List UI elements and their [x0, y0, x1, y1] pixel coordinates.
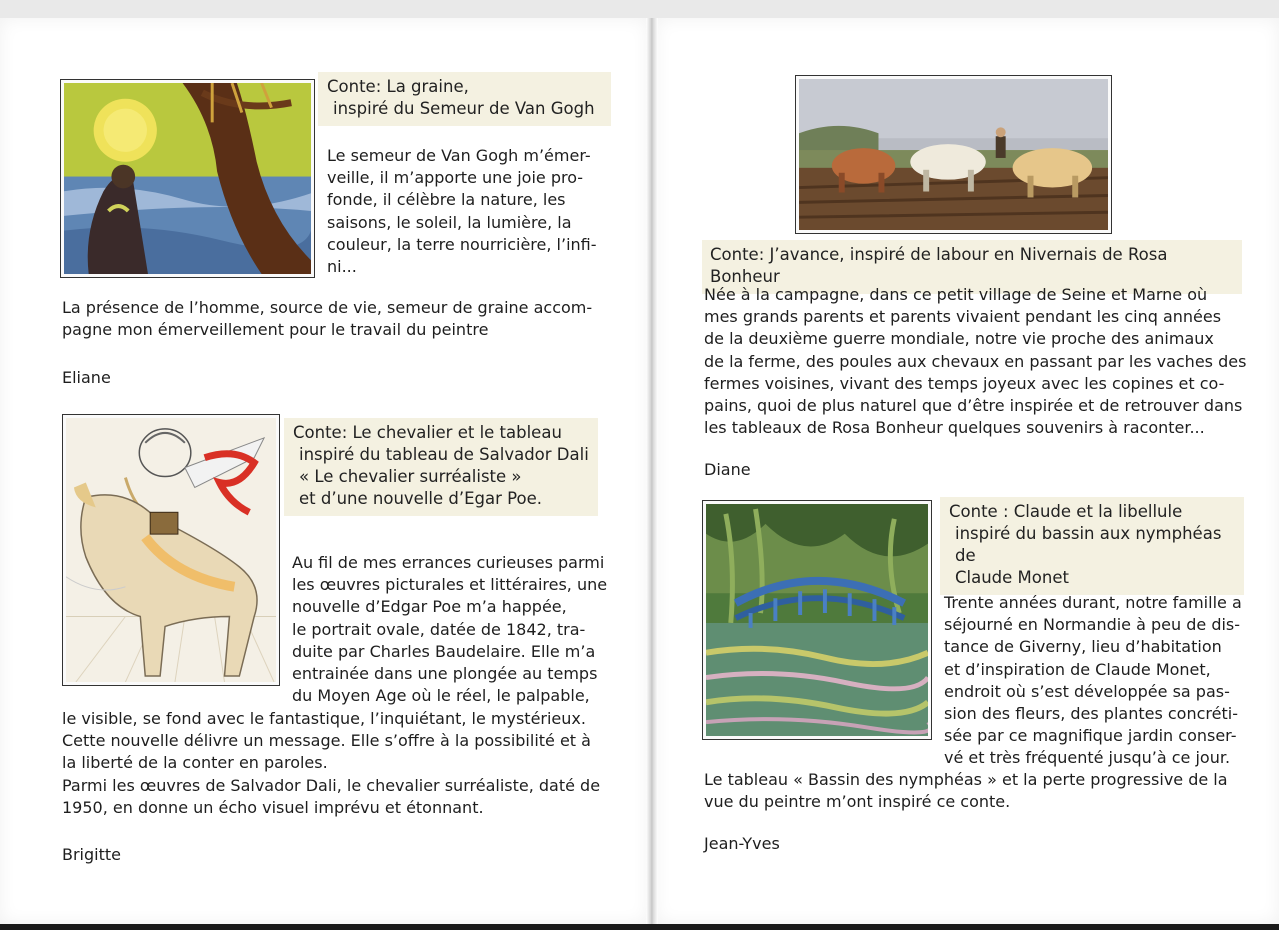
story1-title-line2: inspiré du Semeur de Van Gogh	[333, 99, 595, 118]
story3-line: fermes voisines, vivant des temps joyeux avec les copines et co-	[704, 373, 1225, 393]
book-spine	[646, 18, 658, 924]
story1-title-line1: Conte: La graine,	[327, 77, 469, 96]
story2-full-line: 1950, en donne un écho visuel imprévu et étonnant.	[62, 797, 484, 817]
story3-line: mes grands parents et parents vivaient pendant les cinq années	[704, 307, 1222, 327]
story2-title-line4: et d’une nouvelle d’Egar Poe.	[299, 489, 542, 508]
story4-line: sion des fleurs, des plantes concréti-	[944, 704, 1238, 724]
story4-full-line: Le tableau « Bassin des nymphéas » et la perte progressive de la	[704, 770, 1228, 789]
story4-title-line1: Conte : Claude et la libellule	[949, 502, 1183, 521]
story3-title: Conte: J’avance, inspiré de labour en Nivernais de Rosa Bonheur	[702, 240, 1242, 294]
water-lily-painting-icon	[706, 504, 928, 736]
rosa-bonheur-ploughing-painting	[795, 75, 1112, 234]
story2-line: duite par Charles Baudelaire. Elle m’a	[292, 641, 596, 661]
story4-title-line3: Claude Monet	[955, 568, 1069, 587]
story4-intro	[944, 592, 1244, 770]
story4-line: et d’inspiration de Claude Monet,	[944, 659, 1211, 679]
story1-line: veille, il m’apporte une joie pro-	[327, 168, 584, 188]
story4-title	[940, 497, 1244, 595]
van-gogh-sower-painting	[60, 79, 315, 278]
story4-line: Trente années durant, notre famille a	[944, 593, 1242, 612]
story1-line: saisons, le soleil, la lumière, la	[327, 212, 572, 232]
story1-title	[318, 72, 611, 126]
story2-line: nouvelle d’Edgar Poe m’a happée,	[292, 597, 567, 617]
story2-line: du Moyen Age où le réel, le palpable,	[292, 686, 590, 706]
story2-line: Au fil de mes errances curieuses parmi	[292, 553, 605, 572]
story3-line: les tableaux de Rosa Bonheur quelques souvenirs à raconter...	[704, 418, 1205, 438]
story2-intro	[292, 552, 612, 707]
story1-intro	[327, 145, 617, 278]
story1-line: ni...	[327, 257, 357, 277]
story4-line: endroit où s’est développée sa pas-	[944, 681, 1230, 701]
story2-line: entrainée dans une plongée au temps	[292, 664, 598, 684]
story2-title-line3: « Le chevalier surréaliste »	[299, 467, 522, 486]
story2-title-line1: Conte: Le chevalier et le tableau	[293, 423, 562, 442]
story3-line: de la deuxième guerre mondiale, notre vie proche des animaux	[704, 329, 1214, 349]
story2-title	[284, 418, 598, 516]
story1-line: couleur, la terre nourricière, l’infi-	[327, 234, 597, 254]
story3-body	[704, 284, 1254, 439]
ploughing-painting-icon	[799, 79, 1108, 230]
story4-line: tance de Giverny, lieu d’habitation	[944, 637, 1222, 657]
story4-body	[704, 769, 1254, 813]
story4-full-line: vue du peintre m’ont inspiré ce conte.	[704, 792, 1011, 812]
story2-full-line: le visible, se fond avec le fantastique, l’inquiétant, le mystérieux.	[62, 709, 586, 728]
story3-line: de la ferme, des poules aux chevaux en passant par les vaches des	[704, 351, 1247, 371]
sower-painting-icon	[64, 83, 311, 274]
knight-painting-icon	[66, 418, 276, 682]
scan-edge	[0, 924, 1279, 930]
story4-title-line2: inspiré du bassin aux nymphéas de	[955, 524, 1222, 565]
story1-full-line: La présence de l’homme, source de vie, semeur de graine accom-	[62, 298, 593, 317]
monet-water-lily-pond-painting	[702, 500, 932, 740]
story4-line: vé et très fréquenté jusqu’à ce jour.	[944, 748, 1231, 768]
story2-full-line: la liberté de la conter en paroles.	[62, 753, 328, 773]
story1-full-line: pagne mon émerveillement pour le travail du peintre	[62, 320, 489, 340]
story2-body	[62, 708, 632, 819]
story1-line: Le semeur de Van Gogh m’émer-	[327, 146, 591, 165]
story2-line: le portrait ovale, datée de 1842, tra-	[292, 619, 586, 639]
dali-surrealist-knight-painting	[62, 414, 280, 686]
story4-line: sée par ce magnifique jardin conser-	[944, 726, 1237, 746]
story3-author: Diane	[704, 460, 751, 479]
story3-line: pains, quoi de plus naturel que d’être inspirée et de retrouver dans	[704, 396, 1243, 416]
story1-line: fonde, il célèbre la nature, les	[327, 190, 566, 210]
story2-full-line: Cette nouvelle délivre un message. Elle s’offre à la possibilité et à	[62, 731, 591, 751]
story4-line: séjourné en Normandie à peu de dis-	[944, 615, 1241, 635]
story2-title-line2: inspiré du tableau de Salvador Dali	[299, 445, 589, 464]
story2-author: Brigitte	[62, 845, 121, 864]
story1-body	[62, 297, 622, 341]
story2-full-line: Parmi les œuvres de Salvador Dali, le chevalier surréaliste, daté de	[62, 775, 601, 795]
story3-line: Née à la campagne, dans ce petit village de Seine et Marne où	[704, 285, 1208, 304]
story1-author: Eliane	[62, 368, 111, 387]
story2-line: les œuvres picturales et littéraires, une	[292, 575, 608, 595]
story4-author: Jean-Yves	[704, 834, 780, 853]
